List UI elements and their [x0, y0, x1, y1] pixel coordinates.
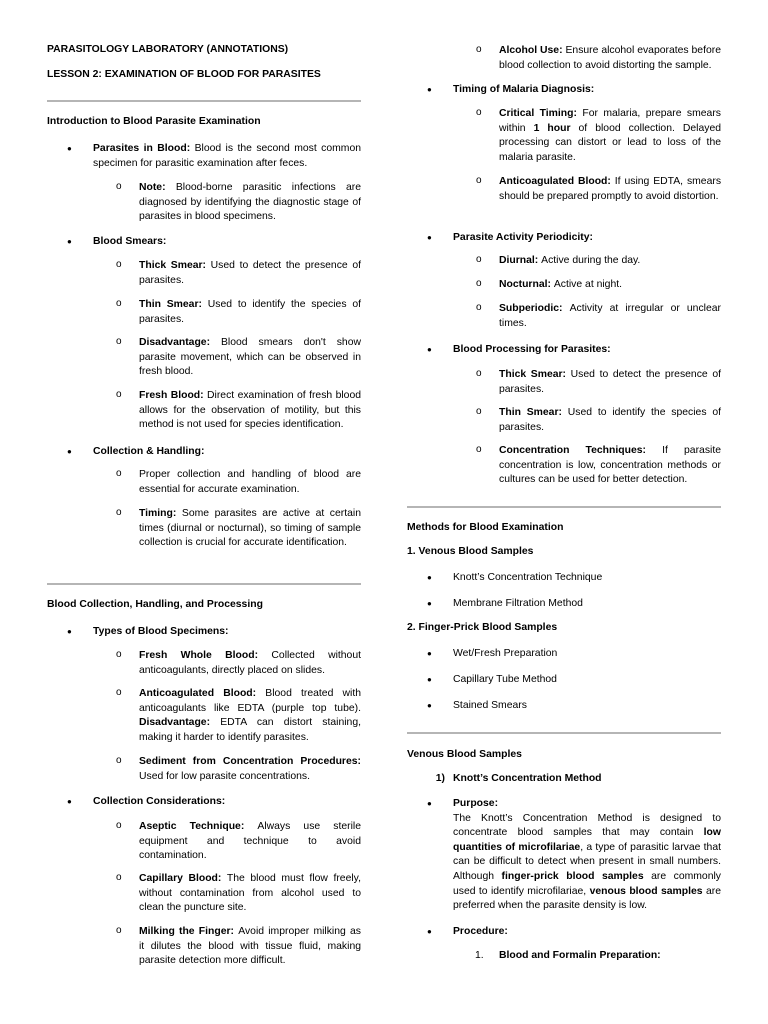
- list-item: ● Knott’s Concentration Technique: [407, 571, 721, 586]
- bullet-collection-considerations: ● Collection Considerations:: [47, 795, 361, 810]
- bullet-collection-handling: ● Collection & Handling:: [47, 445, 361, 460]
- divider: [47, 100, 361, 102]
- bullet-parasites-in-blood: ● Parasites in Blood: Blood is the second most common specimen for parasitic examination after feces.: [47, 142, 361, 171]
- bullet-processing: ● Blood Processing for Parasites:: [407, 343, 721, 358]
- sub-bullet-milking-finger: o Milking the Finger: Avoid improper milking as it dilutes the blood with tissue fluid, making parasite detection more difficult.: [47, 925, 361, 969]
- sub-bullet-proper-collection: o Proper collection and handling of blood are essential for accurate examination.: [47, 468, 361, 497]
- list-item: ● Capillary Tube Method: [407, 673, 721, 688]
- sub-bullet-sediment: o Sediment from Concentration Procedures:Used for low parasite concentrations.: [47, 755, 361, 784]
- sub-bullet-aseptic-technique: o Aseptic Technique: Always use sterile equipment and technique to avoid contamination.: [47, 820, 361, 864]
- sub-bullet-concentration: o Concentration Techniques: If parasite concentration is low, concentration methods or cultures can be used for better detection.: [407, 444, 721, 488]
- sub-bullet-nocturnal: o Nocturnal: Active at night.: [407, 278, 721, 293]
- bullet-periodicity: ● Parasite Activity Periodicity:: [407, 231, 721, 246]
- sub-bullet-thin-smear: o Thin Smear: Used to identify the species of parasites.: [47, 298, 361, 327]
- numbered-heading-knott: 1) Knott’s Concentration Method: [435, 773, 602, 784]
- bullet-malaria-timing: ● Timing of Malaria Diagnosis:: [407, 83, 721, 98]
- list-item: ● Wet/Fresh Preparation: [407, 647, 721, 662]
- sub-bullet-thick-smear: o Thick Smear: Used to detect the presence of parasites.: [47, 259, 361, 288]
- bullet-procedure: ● Procedure:: [407, 925, 721, 940]
- list-item: ● Stained Smears: [407, 699, 721, 714]
- numbered-step-1: 1. Blood and Formalin Preparation:: [475, 950, 661, 961]
- bullet-blood-smears: ● Blood Smears:: [47, 235, 361, 250]
- sub-bullet-capillary-blood: o Capillary Blood: The blood must flow freely, without contamination from alcohol used to clean the puncture site.: [47, 872, 361, 916]
- sub-bullet-anticoagulated-malaria: o Anticoagulated Blood: If using EDTA, smears should be prepared promptly to avoid distortion.: [407, 175, 721, 204]
- divider: [47, 583, 361, 585]
- course-title: PARASITOLOGY LABORATORY (ANNOTATIONS): [47, 44, 289, 55]
- section-title-intro: Introduction to Blood Parasite Examination: [47, 116, 261, 127]
- divider: [407, 506, 721, 508]
- section-title-methods: Methods for Blood Examination: [407, 522, 564, 533]
- bullet-types-of-specimens: ● Types of Blood Specimens:: [47, 625, 361, 640]
- sub-bullet-timing: o Timing: Some parasites are active at certain times (diurnal or nocturnal), so timing of sample collection is crucial for accurate identification.: [47, 507, 361, 551]
- section-title-collection: Blood Collection, Handling, and Processing: [47, 599, 263, 610]
- sub-bullet-processing-thin: o Thin Smear: Used to identify the species of parasites.: [407, 406, 721, 435]
- sub-bullet-critical-timing: o Critical Timing: For malaria, prepare smears within 1 hour of blood collection. Delayed processing can distort or lead to loss of the malaria parasite.: [407, 107, 721, 165]
- bullet-purpose: ● Purpose: The Knott’s Concentration Method is designed to concentrate blood samples that may contain low quantities of microfilariae, a type of parasitic larvae that can be difficult to detect when present in small numbers. Although finger-prick blood samples are commonly used to identify microfilariae, venous blood samples are preferred when the parasite density is low.: [407, 797, 721, 914]
- sub-bullet-fresh-whole-blood: o Fresh Whole Blood: Collected without anticoagulants, directly placed on slides.: [47, 649, 361, 678]
- sub-bullet-disadvantage: o Disadvantage: Blood smears don't show parasite movement, which can be observed in fresh blood.: [47, 336, 361, 380]
- sub-bullet-alcohol-use: o Alcohol Use: Ensure alcohol evaporates before blood collection to avoid distorting the sample.: [407, 44, 721, 73]
- divider: [407, 732, 721, 734]
- sub-bullet-diurnal: o Diurnal: Active during the day.: [407, 254, 721, 269]
- sub-bullet-anticoagulated-blood: o Anticoagulated Blood: Blood treated with anticoagulants like EDTA (purple top tube). Disadvantage: EDTA can distort staining, making it harder to identify parasites.: [47, 687, 361, 745]
- list-item: ● Membrane Filtration Method: [407, 597, 721, 612]
- subsection-finger-prick: 2. Finger-Prick Blood Samples: [407, 622, 558, 633]
- sub-bullet-fresh-blood: o Fresh Blood: Direct examination of fresh blood allows for the observation of motility, but this method is not used for species identification.: [47, 389, 361, 433]
- sub-bullet-processing-thick: o Thick Smear: Used to detect the presence of parasites.: [407, 368, 721, 397]
- sub-bullet-subperiodic: o Subperiodic: Activity at irregular or unclear times.: [407, 302, 721, 331]
- subsection-venous: 1. Venous Blood Samples: [407, 546, 534, 557]
- sub-bullet-note: o Note: Blood-borne parasitic infections are diagnosed by identifying the diagnostic stage of parasites in blood specimens.: [47, 181, 361, 225]
- section-title-venous: Venous Blood Samples: [407, 749, 522, 760]
- lesson-title: LESSON 2: EXAMINATION OF BLOOD FOR PARASITES: [47, 69, 321, 80]
